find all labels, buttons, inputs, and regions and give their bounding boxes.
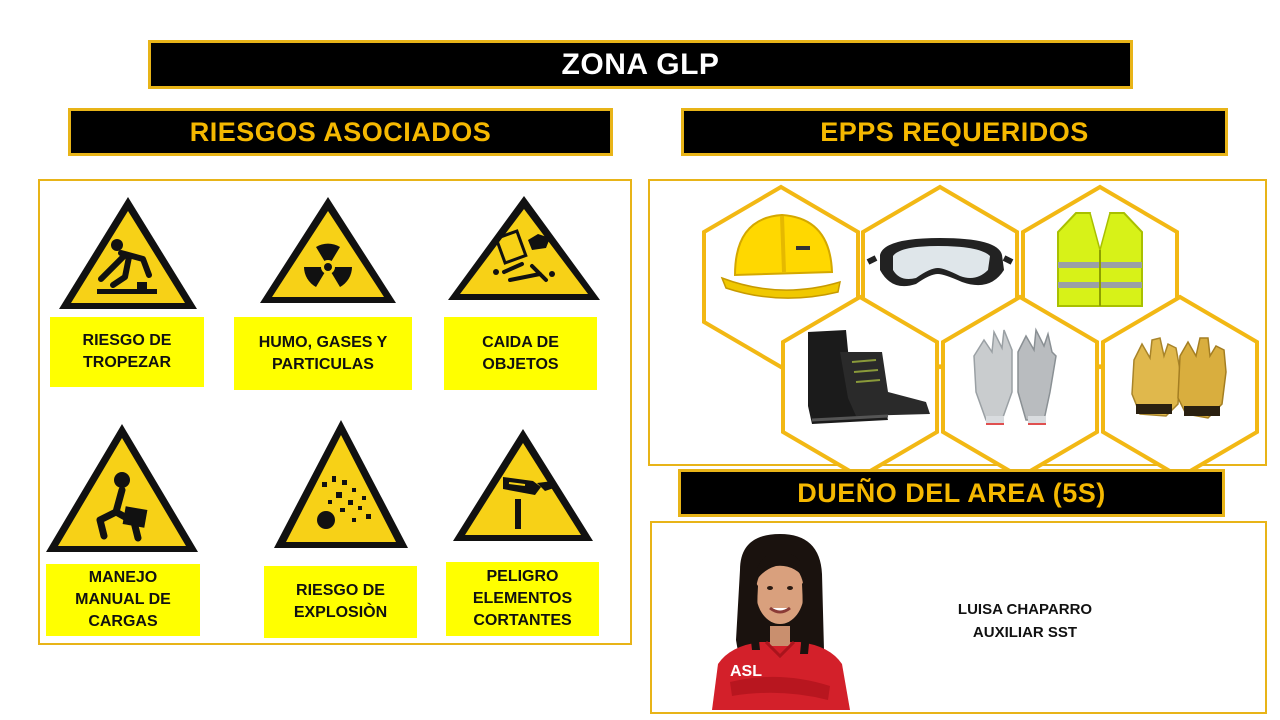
epps-heading: EPPS REQUERIDOS — [681, 108, 1228, 156]
dueno-heading: DUEÑO DEL AREA (5S) — [678, 469, 1225, 517]
risk-label-tropezar: RIESGO DE TROPEZAR — [50, 317, 204, 387]
risk-label-humo: HUMO, GASES Y PARTICULAS — [234, 317, 412, 390]
page-title: ZONA GLP — [148, 40, 1133, 89]
risk-label-caida: CAIDA DE OBJETOS — [444, 317, 597, 390]
reflective-vest-icon — [1058, 213, 1142, 306]
owner-role: AUXILIAR SST — [972, 624, 1078, 641]
shirt-logo: ASL — [730, 663, 762, 680]
risk-label-manejo: MANEJO MANUAL DE CARGAS — [46, 564, 200, 636]
owner-info — [940, 598, 1110, 644]
riesgos-heading: RIESGOS ASOCIADOS — [68, 108, 613, 156]
risk-label-explosion: RIESGO DE EXPLOSIÒN — [264, 566, 417, 638]
risk-label-cortantes: PELIGRO ELEMENTOS CORTANTES — [446, 562, 599, 636]
avatar — [700, 530, 860, 710]
owner-name: LUISA CHAPARRO — [957, 601, 1093, 618]
